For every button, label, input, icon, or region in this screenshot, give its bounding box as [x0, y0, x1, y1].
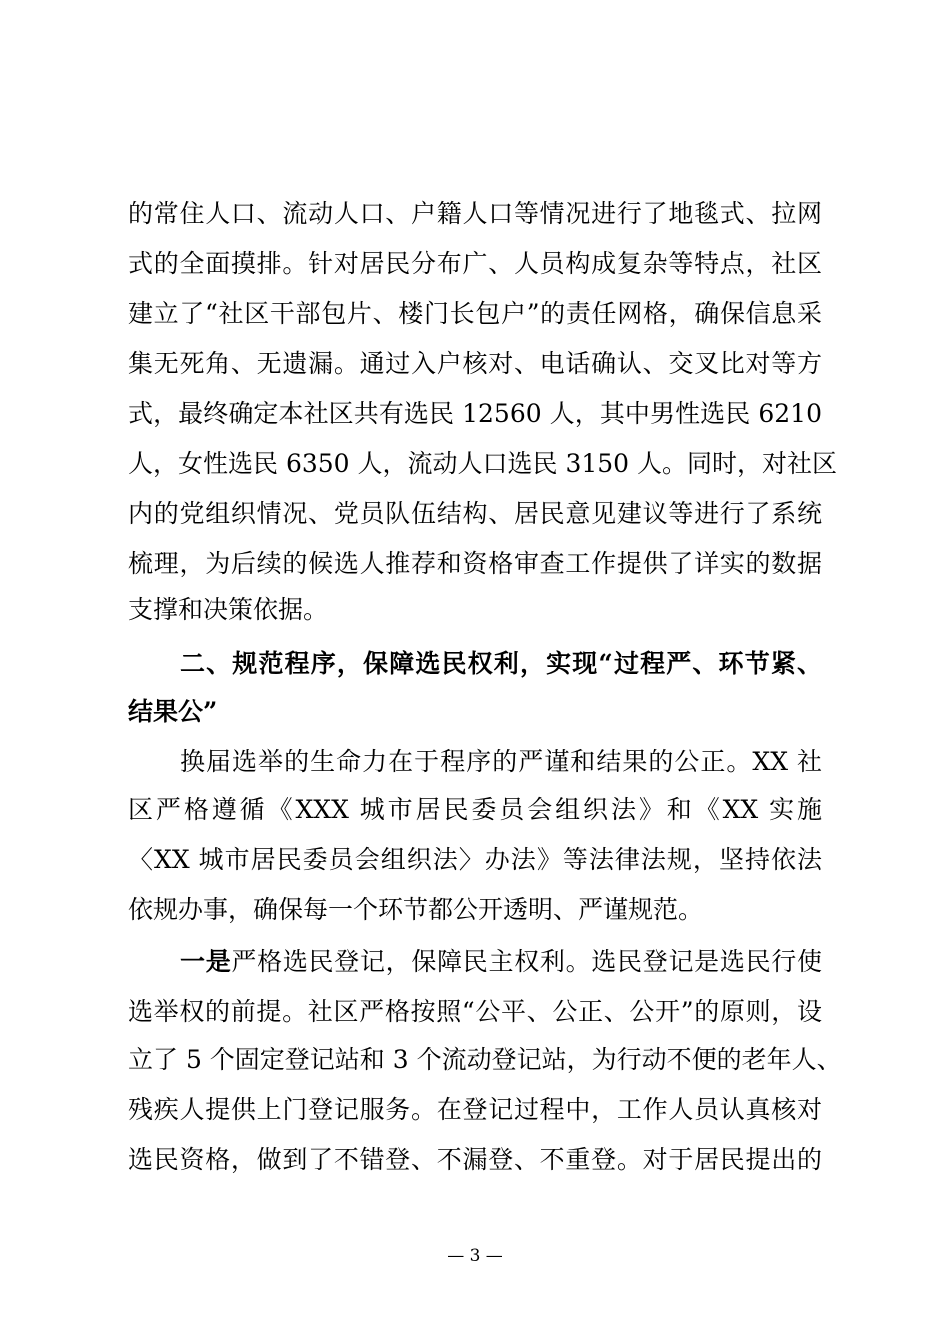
body-text-line: 建立了“社区干部包片、楼门长包户”的责任网格，确保信息采	[128, 299, 822, 328]
body-text: 严格选民登记，保障民主权利。选民登记是选民行使	[231, 947, 822, 976]
body-text-line: 选民资格，做到了不错登、不漏登、不重登。对于居民提出的	[128, 1145, 822, 1174]
section-heading: 二、规范程序，保障选民权利，实现“过程严、环节紧、	[180, 649, 822, 678]
page-number: — 3 —	[447, 1246, 503, 1266]
body-text-line: 立了 5 个固定登记站和 3 个流动登记站，为行动不便的老年人、	[128, 1045, 842, 1074]
body-text-line: 〈XX 城市居民委员会组织法〉办法》等法律法规，坚持依法	[128, 845, 822, 874]
body-text-line: 梳理，为后续的候选人推荐和资格审查工作提供了详实的数据	[128, 549, 822, 578]
body-text-line: 支撑和决策依据。	[128, 595, 329, 624]
body-text-line: 区严格遵循《XXX 城市居民委员会组织法》和《XX 实施	[128, 795, 822, 824]
body-text-line: 式，最终确定本社区共有选民 12560 人，其中男性选民 6210	[128, 399, 822, 428]
body-text-line: 换届选举的生命力在于程序的严谨和结果的公正。XX 社	[180, 747, 822, 776]
body-text-line: 残疾人提供上门登记服务。在登记过程中，工作人员认真核对	[128, 1095, 822, 1124]
section-heading: 结果公”	[128, 697, 218, 726]
body-text-line	[180, 945, 822, 979]
body-text-line: 的常住人口、流动人口、户籍人口等情况进行了地毯式、拉网	[128, 199, 822, 228]
body-text-line: 人，女性选民 6350 人，流动人口选民 3150 人。同时，对社区	[128, 449, 838, 478]
bold-lead: 一是	[180, 947, 232, 976]
body-text-line: 依规办事，确保每一个环节都公开透明、严谨规范。	[128, 895, 704, 924]
body-text-line: 式的全面摸排。针对居民分布广、人员构成复杂等特点，社区	[128, 249, 822, 278]
body-text-line: 选举权的前提。社区严格按照“公平、公正、公开”的原则，设	[128, 997, 822, 1026]
body-text-line: 集无死角、无遗漏。通过入户核对、电话确认、交叉比对等方	[128, 349, 822, 378]
body-text-line: 内的党组织情况、党员队伍结构、居民意见建议等进行了系统	[128, 499, 822, 528]
